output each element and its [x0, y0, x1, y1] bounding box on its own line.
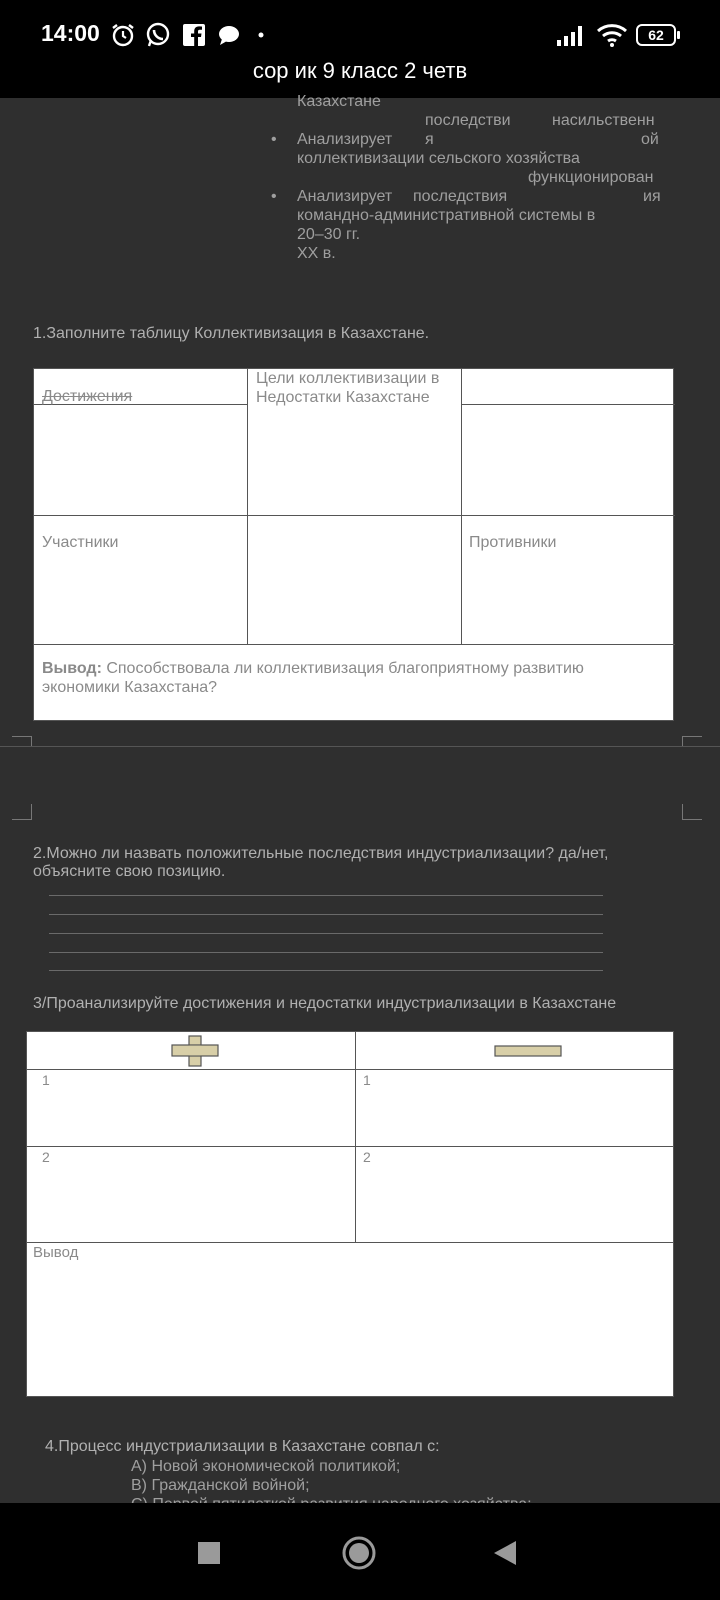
task4-option-b: В) Гражданской войной;: [131, 1477, 310, 1494]
task3-title: 3/Проанализируйте достижения и недостатки индустриализации в Казахстане: [33, 995, 617, 1012]
row1-right-number: 1: [363, 1072, 371, 1088]
objective-text: функционирован: [528, 169, 654, 186]
objective-bullet-1: • Анализирует: [297, 130, 392, 149]
answer-line[interactable]: [49, 914, 603, 915]
objective-bullet-2: • Анализирует: [297, 187, 392, 206]
answer-line[interactable]: [49, 933, 603, 934]
document-title: сор ик 9 класс 2 четв: [252, 58, 468, 83]
objective-text: насильственн: [552, 112, 655, 129]
collectivization-table: [33, 368, 674, 721]
conclusion-question: Способствовала ли коллективизация благоприятному развитию экономики Казахстана?: [42, 660, 584, 696]
signal-icon: [556, 22, 586, 48]
page-corner-mark: [682, 804, 702, 820]
row2-left-number: 2: [42, 1149, 50, 1165]
facebook-icon: [182, 22, 206, 48]
answer-line[interactable]: [49, 895, 603, 896]
objective-text: последствия: [413, 188, 508, 205]
alarm-icon: [110, 22, 136, 48]
page-corner-mark: [12, 736, 32, 746]
conclusion-text: [42, 659, 662, 697]
navigation-bar: [0, 1503, 720, 1600]
status-time: 14:00: [41, 20, 100, 46]
objective-text: я: [425, 131, 434, 148]
minus-icon: [494, 1044, 562, 1058]
battery-level: 62: [648, 27, 664, 43]
answer-line[interactable]: [49, 970, 603, 971]
page-corner-mark: [12, 804, 32, 820]
home-circle-icon[interactable]: [341, 1535, 377, 1571]
conclusion-label: Вывод:: [42, 660, 102, 677]
battery-icon: [636, 24, 676, 46]
recents-square-icon[interactable]: [197, 1541, 221, 1565]
center-header-label: Цели коллективизации в Недостатки Казахстане: [256, 370, 440, 406]
opponents-label: Противники: [469, 534, 557, 551]
task2-title: 2.Можно ли назвать положительные последствия индустриализации? да/нет, объясните свою позицию.: [33, 845, 609, 880]
task4-title: 4.Процесс индустриализации в Казахстане совпал с:: [45, 1438, 440, 1455]
wifi-icon: [596, 22, 628, 48]
top-bar: [0, 0, 720, 98]
objective-text: 20–30 гг.: [297, 226, 361, 243]
industrialization-table: [26, 1031, 674, 1397]
dot-icon: [256, 22, 266, 48]
whatsapp-icon: [145, 22, 171, 48]
objective-text: ой: [641, 131, 659, 148]
conclusion-label: Вывод: [33, 1244, 79, 1261]
page-corner-mark: [682, 736, 702, 746]
objective-text: командно-административной системы в: [297, 207, 596, 224]
plus-icon: [170, 1035, 220, 1067]
objective-text: последстви: [425, 112, 511, 129]
objective-text: XX в.: [297, 245, 336, 262]
objective-text: коллективизации сельского хозяйства: [297, 150, 580, 167]
objective-cut-line: Казахстане: [297, 93, 381, 110]
row1-left-number: 1: [42, 1072, 50, 1088]
back-triangle-icon[interactable]: [492, 1539, 518, 1567]
objective-text: ия: [643, 188, 661, 205]
page-break: [0, 746, 720, 747]
chat-icon: [216, 22, 242, 48]
task4-option-a: А) Новой экономической политикой;: [131, 1458, 401, 1475]
document-view[interactable]: [0, 93, 720, 1503]
participants-label: Участники: [42, 534, 119, 551]
row2-right-number: 2: [363, 1149, 371, 1165]
answer-line[interactable]: [49, 952, 603, 953]
achievements-label: Достижения: [42, 388, 133, 405]
task1-title: 1.Заполните таблицу Коллективизация в Казахстане.: [33, 325, 430, 342]
